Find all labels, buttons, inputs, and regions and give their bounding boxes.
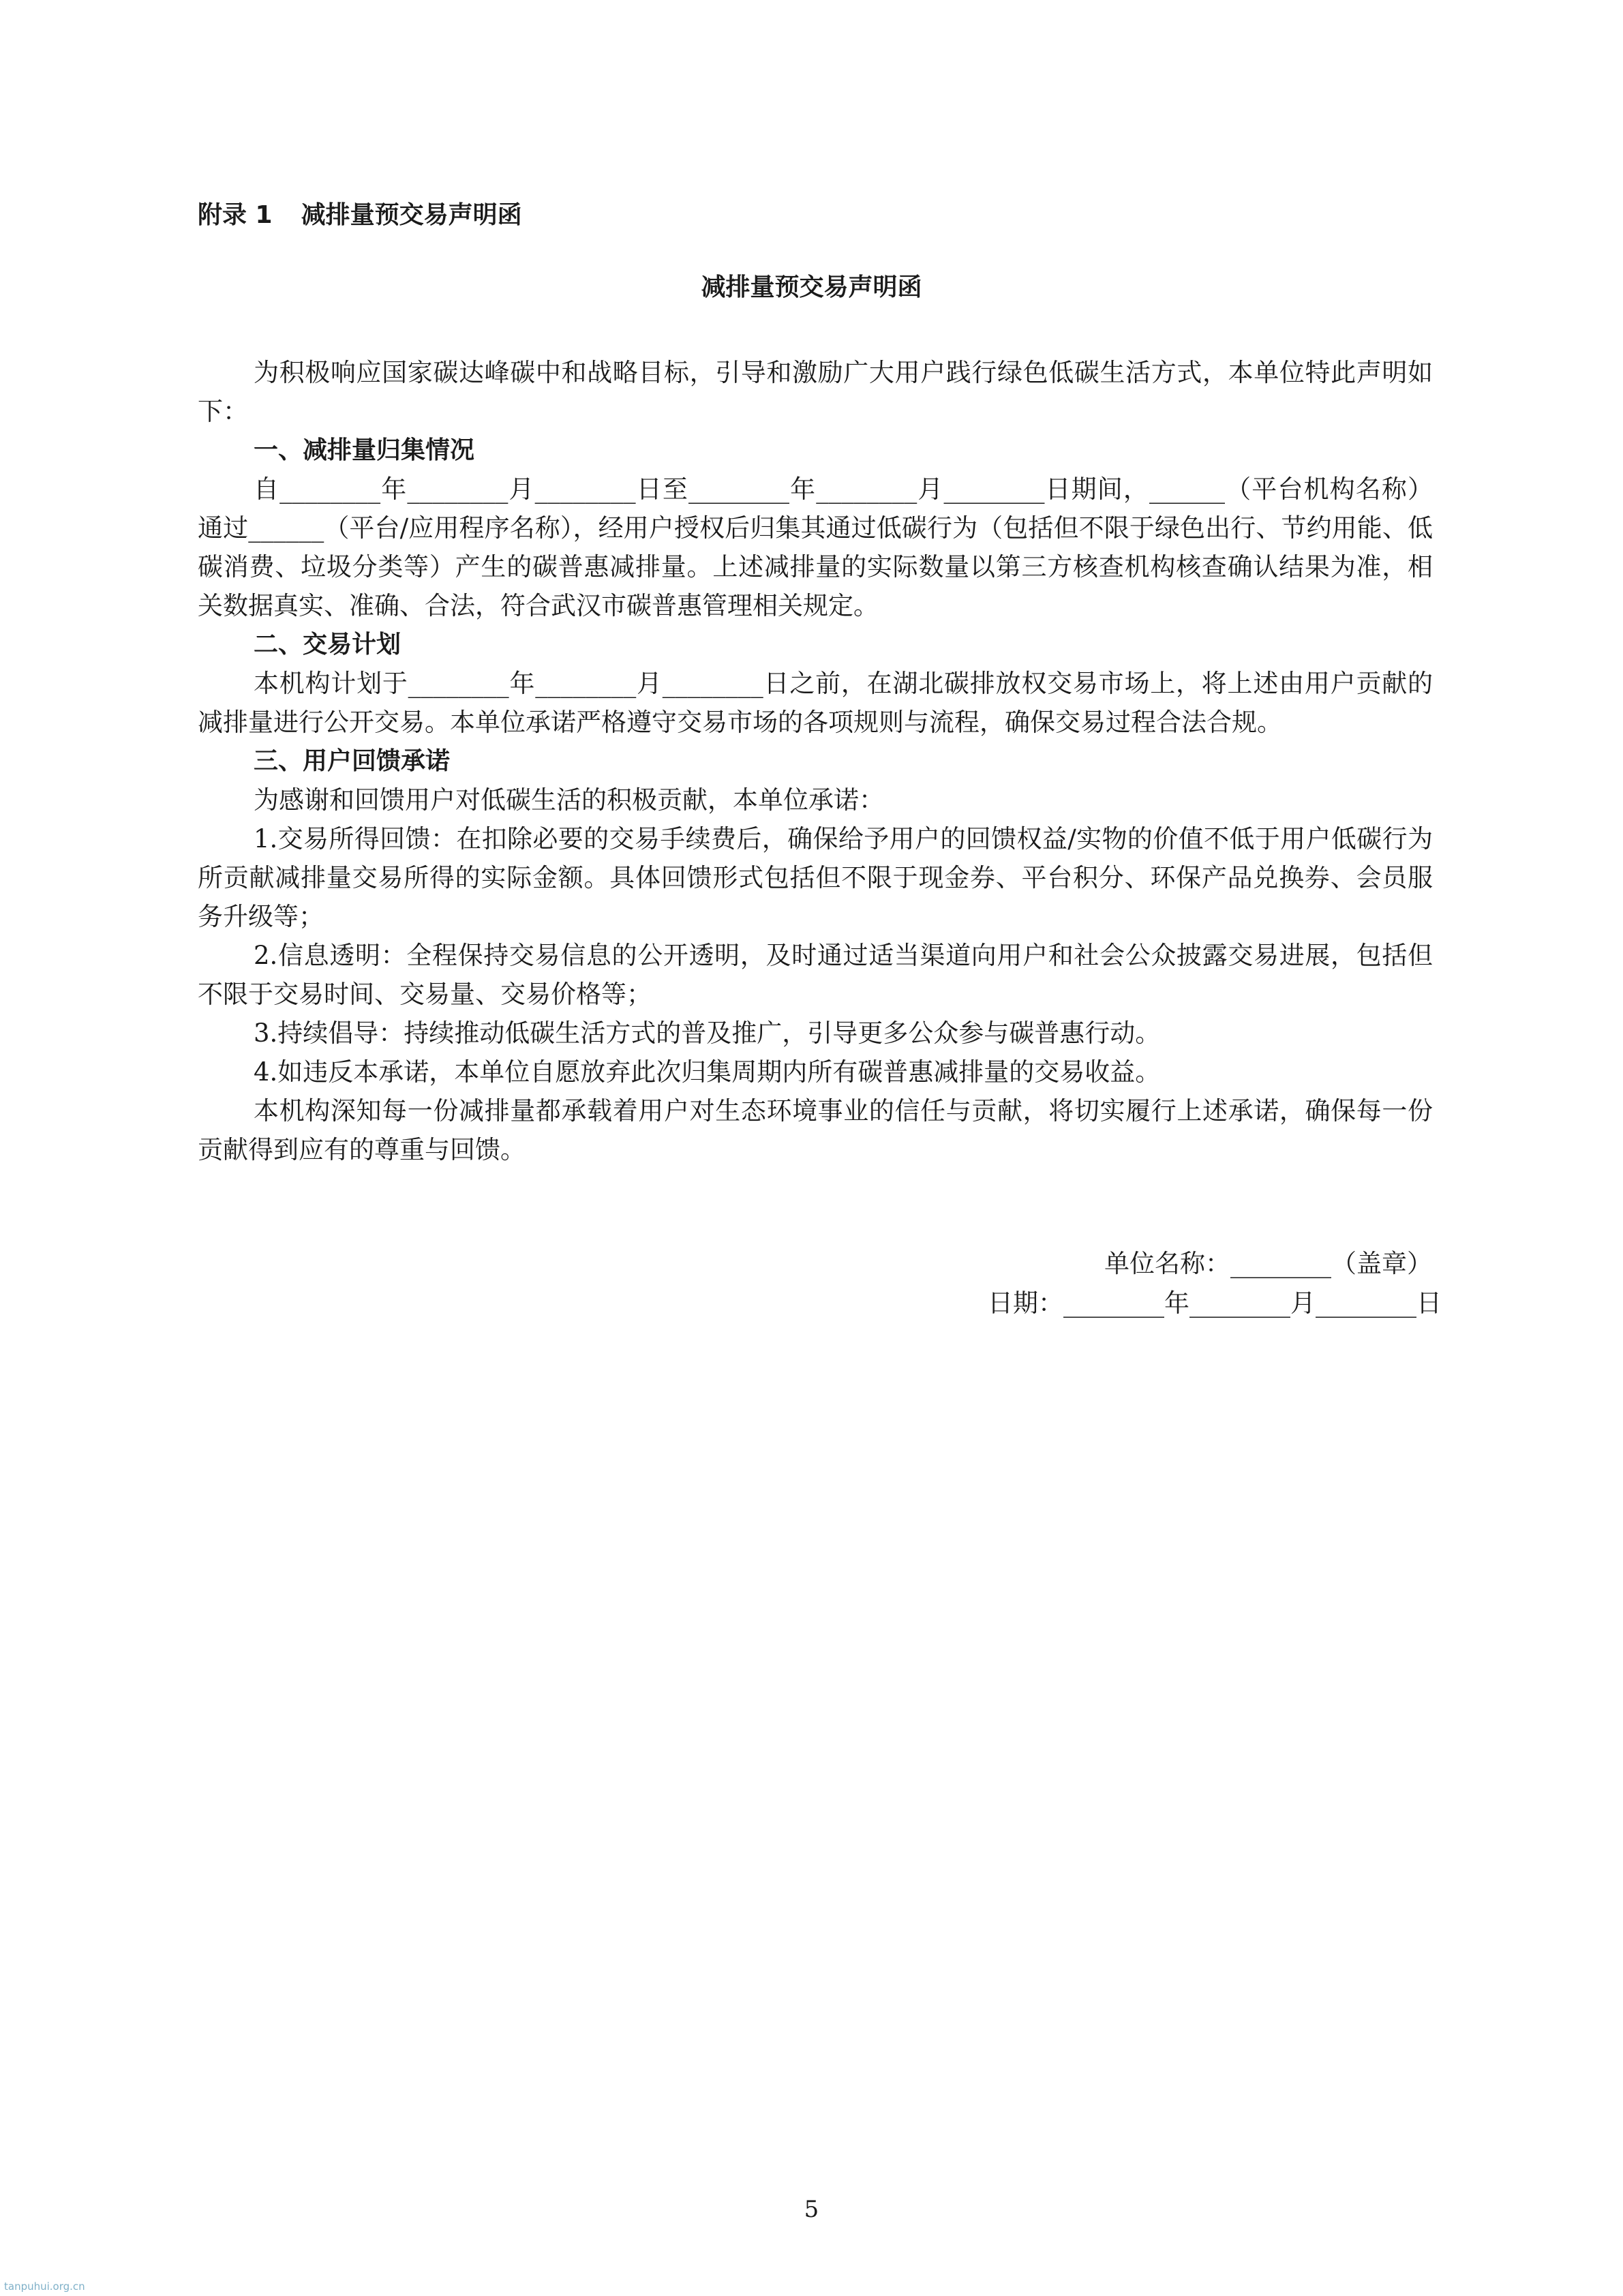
section-heading-3: 三、用户回馈承诺: [254, 747, 451, 775]
section-3-intro: 为感谢和回馈用户对低碳生活的积极贡献，本单位承诺：: [254, 785, 884, 815]
section-2-paragraph: 本机构计划于________年________月________日之前，在湖北碳排放权交易市场上，将上述由用户贡献的减排量进行公开交易。本单位承诺严格遵守交易市场的各项规则与流程，确保交易过程合法合规。: [198, 669, 1433, 737]
commitment-item-1: 1.交易所得回馈：在扣除必要的交易手续费后，确保给予用户的回馈权益/实物的价值不低于用户低碳行为所贡献减排量交易所得的实际金额。具体回馈形式包括但不限于现金券、平台积分、环保产品兑换券、会员服务升级等；: [198, 824, 1433, 931]
commitment-item-3: 3.持续倡导：持续推动低碳生活方式的普及推广，引导更多公众参与碳普惠行动。: [254, 1018, 1161, 1048]
section-heading-1: 一、减排量归集情况: [254, 436, 475, 464]
appendix-title: 减排量预交易声明函: [301, 201, 522, 229]
page-number: 5: [804, 2196, 819, 2223]
appendix-label: 附录 1: [198, 201, 273, 229]
document-body: [198, 353, 1433, 1169]
intro-paragraph: 为积极响应国家碳达峰碳中和战略目标，引导和激励广大用户践行绿色低碳生活方式，本单位特此声明如下：: [198, 358, 1433, 426]
commitment-item-2: 2.信息透明：全程保持交易信息的公开透明，及时通过适当渠道向用户和社会公众披露交易进展，包括但不限于交易时间、交易量、交易价格等；: [198, 941, 1433, 1009]
source-watermark: tanpuhui.org.cn: [4, 2280, 85, 2293]
document-title: 减排量预交易声明函: [701, 273, 922, 301]
signature-unit-line: 单位名称：________（盖章）: [1104, 1249, 1432, 1278]
appendix-heading: [198, 195, 522, 236]
closing-paragraph: 本机构深知每一份减排量都承载着用户对生态环境事业的信任与贡献，将切实履行上述承诺，确保每一份贡献得到应有的尊重与回馈。: [198, 1096, 1433, 1164]
section-1-paragraph: 自________年________月________日至________年________月________日期间，______（平台机构名称）通过______（平台/应用程序名称），经用户授权后归集其通过低碳行为（包括但不限于绿色出行、节约用能、低碳消费、垃圾分类等）产生的碳普惠减排量。上述减排量的实际数量以第三方核查机构核查确认结果为准，相关数据真实、准确、合法，符合武汉市碳普惠管理相关规定。: [198, 474, 1433, 620]
section-heading-2: 二、交易计划: [254, 631, 401, 659]
signature-date-line: 日期：________年________月________日: [988, 1288, 1442, 1318]
commitment-item-4: 4.如违反本承诺，本单位自愿放弃此次归集周期内所有碳普惠减排量的交易收益。: [254, 1057, 1161, 1087]
